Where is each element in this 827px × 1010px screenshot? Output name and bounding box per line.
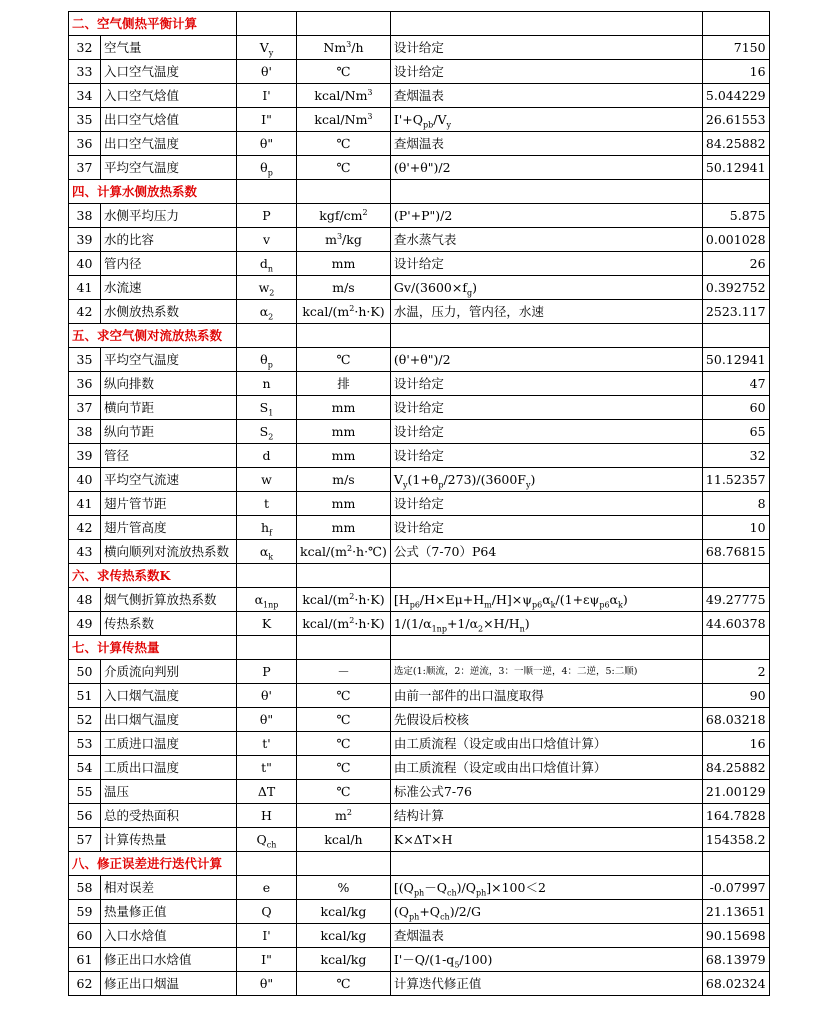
value-cell[interactable]: 84.25882 xyxy=(702,756,769,780)
item-name-cell[interactable]: 出口空气焓值 xyxy=(101,108,237,132)
table-row xyxy=(69,756,770,780)
source-formula-cell[interactable]: 设计给定 xyxy=(390,444,702,468)
table-row xyxy=(69,924,770,948)
symbol-cell[interactable]: $\alpha_2$ xyxy=(237,300,297,324)
section-title: 五、求空气侧对流放热系数 xyxy=(69,324,237,348)
section-header-row xyxy=(69,180,770,204)
row-number-cell[interactable]: 40 xyxy=(69,468,101,492)
symbol-cell[interactable]: θ" xyxy=(237,708,297,732)
item-name-cell[interactable]: 计算传热量 xyxy=(101,828,237,852)
table-row xyxy=(69,372,770,396)
source-formula-cell[interactable]: $I'+Q_{pb}/V_y$ xyxy=(390,108,702,132)
empty-cell[interactable] xyxy=(390,180,702,204)
source-formula-cell[interactable]: 设计给定 xyxy=(390,420,702,444)
source-formula-cell[interactable]: 设计给定 xyxy=(390,252,702,276)
symbol-cell[interactable]: $S_2$ xyxy=(237,420,297,444)
symbol-cell[interactable]: I' xyxy=(237,84,297,108)
source-formula-cell[interactable]: 查烟温表 xyxy=(390,132,702,156)
item-name-cell[interactable]: 平均空气流速 xyxy=(101,468,237,492)
source-formula-cell[interactable]: (θ'+θ")/2 xyxy=(390,348,702,372)
value-cell[interactable]: 26.61553 xyxy=(702,108,769,132)
section-header-row xyxy=(69,564,770,588)
symbol-cell[interactable]: I" xyxy=(237,948,297,972)
symbol-cell[interactable]: θ" xyxy=(237,132,297,156)
section-title: 七、计算传热量 xyxy=(69,636,237,660)
value-cell[interactable]: -0.07997 xyxy=(702,876,769,900)
value-cell[interactable]: 7150 xyxy=(702,36,769,60)
source-formula-cell[interactable]: K×ΔT×H xyxy=(390,828,702,852)
source-formula-cell[interactable]: 标准公式7-76 xyxy=(390,780,702,804)
empty-cell[interactable] xyxy=(702,636,769,660)
table-row xyxy=(69,732,770,756)
row-number-cell[interactable]: 37 xyxy=(69,156,101,180)
table-row xyxy=(69,468,770,492)
row-number-cell[interactable]: 35 xyxy=(69,108,101,132)
value-cell[interactable]: 16 xyxy=(702,732,769,756)
empty-cell[interactable] xyxy=(297,324,391,348)
unit-cell[interactable]: kcal/kg xyxy=(297,924,391,948)
empty-cell[interactable] xyxy=(390,12,702,36)
symbol-cell[interactable]: Q xyxy=(237,900,297,924)
empty-cell[interactable] xyxy=(702,564,769,588)
symbol-cell[interactable]: v xyxy=(237,228,297,252)
source-formula-cell[interactable]: 设计给定 xyxy=(390,396,702,420)
source-formula-cell[interactable]: (θ'+θ")/2 xyxy=(390,156,702,180)
section-header-row xyxy=(69,636,770,660)
row-number-cell[interactable]: 60 xyxy=(69,924,101,948)
row-number-cell[interactable]: 52 xyxy=(69,708,101,732)
row-number-cell[interactable]: 48 xyxy=(69,588,101,612)
row-number-cell[interactable]: 40 xyxy=(69,252,101,276)
source-formula-cell[interactable]: 设计给定 xyxy=(390,492,702,516)
empty-cell[interactable] xyxy=(297,12,391,36)
empty-cell[interactable] xyxy=(237,636,297,660)
symbol-cell[interactable]: $\theta_p$ xyxy=(237,348,297,372)
value-cell[interactable]: 32 xyxy=(702,444,769,468)
empty-cell[interactable] xyxy=(237,324,297,348)
table-row xyxy=(69,132,770,156)
source-formula-cell[interactable]: 公式（7-70）P64 xyxy=(390,540,702,564)
section-title: 四、计算水侧放热系数 xyxy=(69,180,237,204)
unit-cell[interactable]: kcal/kg xyxy=(297,948,391,972)
table-row xyxy=(69,804,770,828)
table-row xyxy=(69,156,770,180)
table-row xyxy=(69,36,770,60)
empty-cell[interactable] xyxy=(237,852,297,876)
unit-cell[interactable]: ℃ xyxy=(297,708,391,732)
calculation-table xyxy=(68,11,770,996)
row-number-cell[interactable]: 32 xyxy=(69,36,101,60)
row-number-cell[interactable]: 38 xyxy=(69,420,101,444)
unit-cell[interactable]: % xyxy=(297,876,391,900)
section-header-row xyxy=(69,324,770,348)
source-formula-cell[interactable]: $[(Q_{ph}-Q_{ch})/Q_{ph}]\times 100<2$ xyxy=(390,876,702,900)
table-row xyxy=(69,396,770,420)
unit-cell[interactable]: － xyxy=(297,660,391,684)
row-number-cell[interactable]: 59 xyxy=(69,900,101,924)
unit-cell[interactable]: kcal/h xyxy=(297,828,391,852)
unit-cell[interactable]: kgf/$cm^2$ xyxy=(297,204,391,228)
row-number-cell[interactable]: 55 xyxy=(69,780,101,804)
value-cell[interactable]: 68.13979 xyxy=(702,948,769,972)
value-cell[interactable]: 68.03218 xyxy=(702,708,769,732)
unit-cell[interactable]: ℃ xyxy=(297,156,391,180)
unit-cell[interactable]: kcal/Nm$^3$ xyxy=(297,108,391,132)
table-row xyxy=(69,444,770,468)
symbol-cell[interactable]: θ" xyxy=(237,972,297,996)
row-number-cell[interactable]: 58 xyxy=(69,876,101,900)
value-cell[interactable]: 2523.117 xyxy=(702,300,769,324)
symbol-cell[interactable]: H xyxy=(237,804,297,828)
item-name-cell[interactable]: 总的受热面积 xyxy=(101,804,237,828)
symbol-cell[interactable]: $\theta_p$ xyxy=(237,156,297,180)
item-name-cell[interactable]: 空气量 xyxy=(101,36,237,60)
empty-cell[interactable] xyxy=(237,564,297,588)
value-cell[interactable]: 50.12941 xyxy=(702,348,769,372)
symbol-cell[interactable]: $h_f$ xyxy=(237,516,297,540)
source-formula-cell[interactable]: 设计给定 xyxy=(390,60,702,84)
table-row xyxy=(69,348,770,372)
value-cell[interactable]: 49.27775 xyxy=(702,588,769,612)
empty-cell[interactable] xyxy=(390,564,702,588)
unit-cell[interactable]: kcal/$(m^2\cdot h\cdot K)$ xyxy=(297,300,391,324)
table-row xyxy=(69,276,770,300)
value-cell[interactable]: 90.15698 xyxy=(702,924,769,948)
item-name-cell[interactable]: 翅片管高度 xyxy=(101,516,237,540)
source-formula-cell[interactable]: $Gv/(3600\times f_g)$ xyxy=(390,276,702,300)
source-formula-cell[interactable]: $V_y(1+\theta_p/273)/(3600F_y)$ xyxy=(390,468,702,492)
unit-cell[interactable]: kcal/$(m^2\cdot h\cdot K)$ xyxy=(297,612,391,636)
item-name-cell[interactable]: 修正出口水焓值 xyxy=(101,948,237,972)
row-number-cell[interactable]: 61 xyxy=(69,948,101,972)
value-cell[interactable]: 164.7828 xyxy=(702,804,769,828)
symbol-cell[interactable]: t xyxy=(237,492,297,516)
row-number-cell[interactable]: 50 xyxy=(69,660,101,684)
unit-cell[interactable]: mm xyxy=(297,396,391,420)
empty-cell[interactable] xyxy=(390,636,702,660)
row-number-cell[interactable]: 36 xyxy=(69,372,101,396)
source-formula-cell[interactable]: $1/(1/\alpha_{1np}+1/\alpha_2\times H/H_n)$ xyxy=(390,612,702,636)
item-name-cell[interactable]: 传热系数 xyxy=(101,612,237,636)
symbol-cell[interactable]: $V_y$ xyxy=(237,36,297,60)
source-formula-cell[interactable]: 设计给定 xyxy=(390,36,702,60)
source-formula-cell[interactable]: $I'-Q/(1-q_5/100)$ xyxy=(390,948,702,972)
source-formula-cell[interactable]: $[H_{p6}/H\times E\mu+H_m/H]\times\psi_{p6}\alpha_k/(1+\varepsilon\psi_{p6}\alpha_k)$ xyxy=(390,588,702,612)
row-number-cell[interactable]: 37 xyxy=(69,396,101,420)
item-name-cell[interactable]: 入口烟气温度 xyxy=(101,684,237,708)
unit-cell[interactable]: $m^2$ xyxy=(297,804,391,828)
item-name-cell[interactable]: 纵向排数 xyxy=(101,372,237,396)
empty-cell[interactable] xyxy=(297,180,391,204)
unit-cell[interactable]: Nm$^3$/h xyxy=(297,36,391,60)
table-row xyxy=(69,84,770,108)
empty-cell[interactable] xyxy=(237,12,297,36)
table-row xyxy=(69,60,770,84)
source-formula-cell[interactable]: 选定(1:顺流，2：逆流，3：一顺一逆，4：二逆，5:二顺) xyxy=(390,660,702,684)
item-name-cell[interactable]: 纵向节距 xyxy=(101,420,237,444)
symbol-cell[interactable]: K xyxy=(237,612,297,636)
unit-cell[interactable]: ℃ xyxy=(297,756,391,780)
value-cell[interactable]: 44.60378 xyxy=(702,612,769,636)
empty-cell[interactable] xyxy=(702,180,769,204)
row-number-cell[interactable]: 51 xyxy=(69,684,101,708)
table-row xyxy=(69,204,770,228)
table-row xyxy=(69,612,770,636)
section-header-row xyxy=(69,12,770,36)
symbol-cell[interactable]: e xyxy=(237,876,297,900)
source-formula-cell[interactable]: 由前一部件的出口温度取得 xyxy=(390,684,702,708)
symbol-cell[interactable]: d xyxy=(237,444,297,468)
table-row xyxy=(69,684,770,708)
table-row xyxy=(69,300,770,324)
source-formula-cell[interactable]: 计算迭代修正值 xyxy=(390,972,702,996)
symbol-cell[interactable]: n xyxy=(237,372,297,396)
unit-cell[interactable]: mm xyxy=(297,516,391,540)
unit-cell[interactable]: m/s xyxy=(297,468,391,492)
table-row xyxy=(69,228,770,252)
item-name-cell[interactable]: 相对误差 xyxy=(101,876,237,900)
unit-cell[interactable]: ℃ xyxy=(297,132,391,156)
value-cell[interactable]: 21.00129 xyxy=(702,780,769,804)
table-row xyxy=(69,780,770,804)
value-cell[interactable]: 26 xyxy=(702,252,769,276)
item-name-cell[interactable]: 横向顺列对流放热系数 xyxy=(101,540,237,564)
section-title: 八、修正误差进行迭代计算 xyxy=(69,852,237,876)
item-name-cell[interactable]: 工质进口温度 xyxy=(101,732,237,756)
item-name-cell[interactable]: 出口空气温度 xyxy=(101,132,237,156)
row-number-cell[interactable]: 39 xyxy=(69,228,101,252)
row-number-cell[interactable]: 33 xyxy=(69,60,101,84)
empty-cell[interactable] xyxy=(702,852,769,876)
symbol-cell[interactable]: t' xyxy=(237,732,297,756)
calculation-table-body xyxy=(69,12,770,996)
empty-cell[interactable] xyxy=(702,12,769,36)
row-number-cell[interactable]: 36 xyxy=(69,132,101,156)
item-name-cell[interactable]: 修正出口烟温 xyxy=(101,972,237,996)
table-row xyxy=(69,420,770,444)
value-cell[interactable]: 0.392752 xyxy=(702,276,769,300)
symbol-cell[interactable]: I' xyxy=(237,924,297,948)
unit-cell[interactable]: $m^3/kg$ xyxy=(297,228,391,252)
symbol-cell[interactable]: θ' xyxy=(237,60,297,84)
unit-cell[interactable]: mm xyxy=(297,252,391,276)
unit-cell[interactable]: ℃ xyxy=(297,60,391,84)
table-row xyxy=(69,900,770,924)
unit-cell[interactable]: kcal/$(m^2\cdot h\cdot K)$ xyxy=(297,588,391,612)
row-number-cell[interactable]: 42 xyxy=(69,300,101,324)
item-name-cell[interactable]: 工质出口温度 xyxy=(101,756,237,780)
source-formula-cell[interactable]: 由工质流程（设定或由出口焓值计算） xyxy=(390,732,702,756)
empty-cell[interactable] xyxy=(297,852,391,876)
table-row xyxy=(69,828,770,852)
unit-cell[interactable]: mm xyxy=(297,444,391,468)
value-cell[interactable]: 21.13651 xyxy=(702,900,769,924)
value-cell[interactable]: 5.044229 xyxy=(702,84,769,108)
item-name-cell[interactable]: 出口烟气温度 xyxy=(101,708,237,732)
item-name-cell[interactable]: 温压 xyxy=(101,780,237,804)
table-row xyxy=(69,540,770,564)
table-row xyxy=(69,588,770,612)
item-name-cell[interactable]: 横向节距 xyxy=(101,396,237,420)
symbol-cell[interactable]: I" xyxy=(237,108,297,132)
symbol-cell[interactable]: P xyxy=(237,204,297,228)
unit-cell[interactable]: ℃ xyxy=(297,732,391,756)
value-cell[interactable]: 47 xyxy=(702,372,769,396)
table-row xyxy=(69,660,770,684)
source-formula-cell[interactable]: $(Q_{ph}+Q_{ch})/2/G$ xyxy=(390,900,702,924)
empty-cell[interactable] xyxy=(297,636,391,660)
source-formula-cell[interactable]: 查烟温表 xyxy=(390,84,702,108)
item-name-cell[interactable]: 平均空气温度 xyxy=(101,156,237,180)
unit-cell[interactable]: ℃ xyxy=(297,684,391,708)
section-title: 二、空气侧热平衡计算 xyxy=(69,12,237,36)
row-number-cell[interactable]: 34 xyxy=(69,84,101,108)
item-name-cell[interactable]: 平均空气温度 xyxy=(101,348,237,372)
empty-cell[interactable] xyxy=(390,852,702,876)
section-title: 六、求传热系数K xyxy=(69,564,237,588)
table-row xyxy=(69,972,770,996)
unit-cell[interactable]: ℃ xyxy=(297,972,391,996)
table-row xyxy=(69,948,770,972)
item-name-cell[interactable]: 热量修正值 xyxy=(101,900,237,924)
source-formula-cell[interactable]: 设计给定 xyxy=(390,372,702,396)
item-name-cell[interactable]: 水侧放热系数 xyxy=(101,300,237,324)
item-name-cell[interactable]: 水流速 xyxy=(101,276,237,300)
row-number-cell[interactable]: 41 xyxy=(69,492,101,516)
unit-cell[interactable]: kcal/kg xyxy=(297,900,391,924)
value-cell[interactable]: 60 xyxy=(702,396,769,420)
unit-cell[interactable]: kcal/Nm$^3$ xyxy=(297,84,391,108)
symbol-cell[interactable]: $S_1$ xyxy=(237,396,297,420)
source-formula-cell[interactable]: (P'+P")/2 xyxy=(390,204,702,228)
value-cell[interactable]: 68.76815 xyxy=(702,540,769,564)
source-formula-cell[interactable]: 设计给定 xyxy=(390,516,702,540)
item-name-cell[interactable]: 管内径 xyxy=(101,252,237,276)
table-row xyxy=(69,108,770,132)
row-number-cell[interactable]: 35 xyxy=(69,348,101,372)
unit-cell[interactable]: kcal/$(m^2\cdot h\cdot℃)$ xyxy=(297,540,391,564)
symbol-cell[interactable]: $w_2$ xyxy=(237,276,297,300)
source-formula-cell[interactable]: 查水蒸气表 xyxy=(390,228,702,252)
value-cell[interactable]: 0.001028 xyxy=(702,228,769,252)
item-name-cell[interactable]: 翅片管节距 xyxy=(101,492,237,516)
item-name-cell[interactable]: 烟气侧折算放热系数 xyxy=(101,588,237,612)
row-number-cell[interactable]: 39 xyxy=(69,444,101,468)
unit-cell[interactable]: ℃ xyxy=(297,348,391,372)
item-name-cell[interactable]: 入口水焓值 xyxy=(101,924,237,948)
item-name-cell[interactable]: 入口空气温度 xyxy=(101,60,237,84)
unit-cell[interactable]: ℃ xyxy=(297,780,391,804)
item-name-cell[interactable]: 水侧平均压力 xyxy=(101,204,237,228)
source-formula-cell[interactable]: 由工质流程（设定或由出口焓值计算） xyxy=(390,756,702,780)
value-cell[interactable]: 65 xyxy=(702,420,769,444)
symbol-cell[interactable]: $\alpha_k$ xyxy=(237,540,297,564)
row-number-cell[interactable]: 42 xyxy=(69,516,101,540)
symbol-cell[interactable]: θ' xyxy=(237,684,297,708)
value-cell[interactable]: 11.52357 xyxy=(702,468,769,492)
symbol-cell[interactable]: w xyxy=(237,468,297,492)
table-row xyxy=(69,252,770,276)
source-formula-cell[interactable]: 查烟温表 xyxy=(390,924,702,948)
value-cell[interactable]: 50.12941 xyxy=(702,156,769,180)
symbol-cell[interactable]: $d_n$ xyxy=(237,252,297,276)
unit-cell[interactable]: m/s xyxy=(297,276,391,300)
row-number-cell[interactable]: 56 xyxy=(69,804,101,828)
item-name-cell[interactable]: 管径 xyxy=(101,444,237,468)
row-number-cell[interactable]: 41 xyxy=(69,276,101,300)
row-number-cell[interactable]: 43 xyxy=(69,540,101,564)
value-cell[interactable]: 8 xyxy=(702,492,769,516)
row-number-cell[interactable]: 62 xyxy=(69,972,101,996)
symbol-cell[interactable]: ΔT xyxy=(237,780,297,804)
value-cell[interactable]: 5.875 xyxy=(702,204,769,228)
item-name-cell[interactable]: 入口空气焓值 xyxy=(101,84,237,108)
symbol-cell[interactable]: P xyxy=(237,660,297,684)
source-formula-cell[interactable]: 先假设后校核 xyxy=(390,708,702,732)
item-name-cell[interactable]: 介质流向判别 xyxy=(101,660,237,684)
row-number-cell[interactable]: 57 xyxy=(69,828,101,852)
value-cell[interactable]: 16 xyxy=(702,60,769,84)
value-cell[interactable]: 68.02324 xyxy=(702,972,769,996)
table-row xyxy=(69,492,770,516)
unit-cell[interactable]: mm xyxy=(297,420,391,444)
row-number-cell[interactable]: 54 xyxy=(69,756,101,780)
value-cell[interactable]: 10 xyxy=(702,516,769,540)
value-cell[interactable]: 154358.2 xyxy=(702,828,769,852)
row-number-cell[interactable]: 38 xyxy=(69,204,101,228)
empty-cell[interactable] xyxy=(702,324,769,348)
row-number-cell[interactable]: 49 xyxy=(69,612,101,636)
section-header-row xyxy=(69,852,770,876)
empty-cell[interactable] xyxy=(297,564,391,588)
source-formula-cell[interactable]: 水温，压力，管内径，水速 xyxy=(390,300,702,324)
empty-cell[interactable] xyxy=(237,180,297,204)
unit-cell[interactable]: mm xyxy=(297,492,391,516)
value-cell[interactable]: 2 xyxy=(702,660,769,684)
item-name-cell[interactable]: 水的比容 xyxy=(101,228,237,252)
empty-cell[interactable] xyxy=(390,324,702,348)
table-row xyxy=(69,876,770,900)
symbol-cell[interactable]: t" xyxy=(237,756,297,780)
table-row xyxy=(69,708,770,732)
table-row xyxy=(69,516,770,540)
symbol-cell[interactable]: $\alpha_{1np}$ xyxy=(237,588,297,612)
value-cell[interactable]: 90 xyxy=(702,684,769,708)
symbol-cell[interactable]: $Q_{ch}$ xyxy=(237,828,297,852)
row-number-cell[interactable]: 53 xyxy=(69,732,101,756)
unit-cell[interactable]: 排 xyxy=(297,372,391,396)
source-formula-cell[interactable]: 结构计算 xyxy=(390,804,702,828)
value-cell[interactable]: 84.25882 xyxy=(702,132,769,156)
